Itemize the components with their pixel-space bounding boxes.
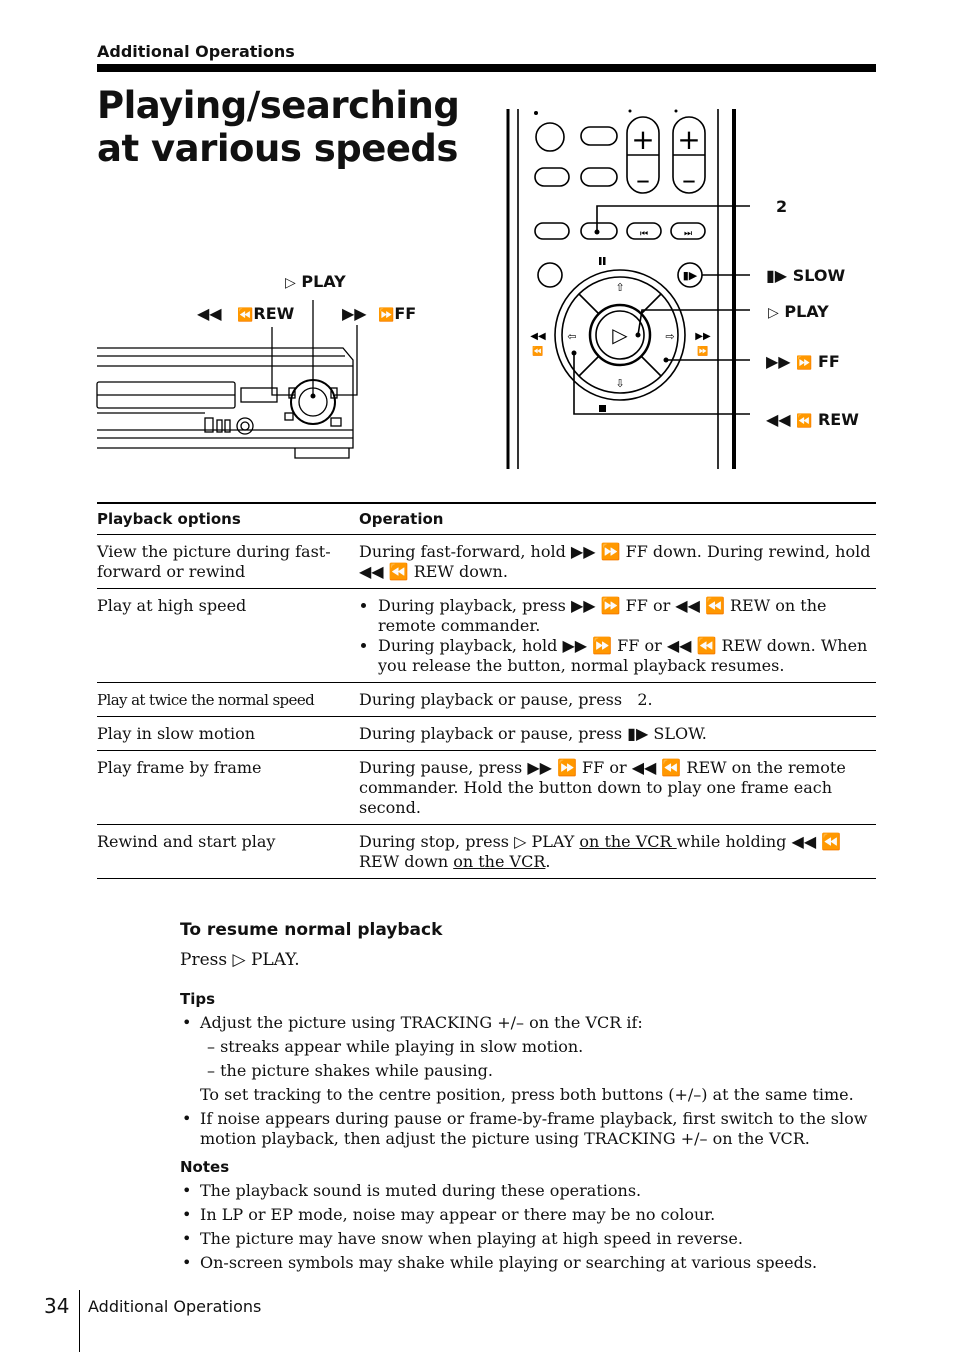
tips-heading: Tips [180,990,216,1008]
list-item: • During playback, hold ▶▶ ⏩ FF or ◀◀ ⏪ REW down. When you release the button, normal playback resumes. [378,636,876,676]
remote-ff-label [766,352,840,371]
slow-icon: ▮▶ [766,266,788,285]
table-row [97,751,876,825]
vcr-illustration [95,270,365,470]
notes-list [180,1181,880,1277]
table-row [97,535,876,589]
tip-subitem: – streaks appear while playing in slow motion. [207,1037,584,1056]
op-text: During stop, press ▷ PLAY [359,832,580,851]
table-row [97,717,876,751]
list-item: • The playback sound is muted during these operations. [180,1181,880,1201]
remote-slow-label [766,266,845,285]
fast-forward-icon: ▶▶ [342,304,367,323]
operation-cell: During fast-forward, hold ▶▶ ⏩ FF down. During rewind, hold ◀◀ ⏪ REW down. [359,535,876,589]
svg-text:⇦: ⇦ [567,330,577,343]
table-header-row [97,503,876,535]
vcr-ff-text: FF [394,304,417,323]
operation-cell [359,589,876,683]
list-item: • In LP or EP mode, noise may appear or there may be no colour. [180,1205,880,1225]
tip-text: • Adjust the picture using TRACKING +/– on the VCR if: [200,1013,643,1032]
notes-heading: Notes [180,1158,230,1176]
operation-cell: During playback or pause, press 2. [359,683,876,717]
title-line-1: Playing/searching [97,84,460,127]
ff-mark-icon: ⏩ [796,356,813,371]
remote-rew-text: REW [817,410,859,429]
vcr-rew-text: REW [253,304,295,323]
svg-text:⏭: ⏭ [683,229,693,239]
option-cell: Rewind and start play [97,825,359,879]
vcr-rew-label [197,304,294,323]
column-header-options: Playback options [97,503,359,535]
tip-text: To set tracking to the centre position, press both buttons (+/–) at the same time. [200,1085,854,1104]
play-icon: ▷ [768,305,779,321]
rew-mark-icon: ⏪ [237,308,254,323]
page-number: 34 [44,1294,70,1318]
column-header-operation: Operation [359,503,876,535]
footer-label: Additional Operations [88,1297,262,1316]
svg-text:⏪: ⏪ [532,347,544,357]
ff-mark-icon: ⏩ [378,308,395,323]
op-text: while holding ◀◀ ⏪ REW down [359,832,842,871]
playback-options-table [97,502,876,879]
remote-play-label [768,302,829,321]
svg-text:▷: ▷ [612,323,628,347]
svg-text:▶▶: ▶▶ [695,331,711,342]
footer-rule [79,1290,80,1352]
resume-text: Press ▷ PLAY. [180,950,300,970]
svg-text:⇨: ⇨ [665,330,675,343]
table-row [97,825,876,879]
list-item: • The picture may have snow when playing at high speed in reverse. [180,1229,880,1249]
tracking-minus-mark: – [636,163,650,196]
vcr-ff-label [342,304,416,323]
title-line-2: at various speeds [97,127,458,170]
vcr-play-label [285,272,346,291]
tip-subitem: – the picture shakes while pausing. [207,1061,493,1080]
list-item: • On-screen symbols may shake while playing or searching at various speeds. [180,1253,880,1273]
table-row [97,589,876,683]
remote-rew-label [766,410,859,429]
svg-text:⇩: ⇩ [615,377,625,390]
play-icon: ▷ [285,275,296,291]
resume-heading: To resume normal playback [180,920,443,940]
remote-play-text: PLAY [784,302,829,321]
list-item: • If noise appears during pause or frame-by-frame playback, first switch to the slow motion playback, then adjust the picture using TRACKING +/– on the VCR. [180,1109,880,1149]
header-rule [97,64,876,72]
channel-plus-mark: + [677,123,701,156]
list-item [180,1013,880,1105]
tips-list [180,1013,880,1149]
option-cell: Play at high speed [97,589,359,683]
remote-2-label: 2 [776,197,788,216]
op-text: . [545,852,551,871]
svg-text:⏩: ⏩ [697,347,709,357]
option-cell: Play frame by frame [97,751,359,825]
table-row [97,683,876,717]
section-header: Additional Operations [97,42,295,61]
svg-text:⏮: ⏮ [639,229,649,239]
rew-mark-icon: ⏪ [796,414,813,429]
tracking-plus-mark: + [631,123,655,156]
list-item: • During playback, press ▶▶ ⏩ FF or ◀◀ ⏪ REW on the remote commander. [378,596,876,636]
svg-text:◀◀: ◀◀ [530,331,546,342]
op-underline: on the VCR [453,852,546,871]
vcr-play-text: PLAY [301,272,346,291]
option-cell: View the picture during fast-forward or rewind [97,535,359,589]
remote-illustration [500,105,750,473]
op-underline: on the VCR [579,832,677,851]
rewind-icon: ◀◀ [197,304,222,323]
option-cell: Play in slow motion [97,717,359,751]
fast-forward-icon: ▶▶ [766,352,791,371]
svg-text:▮▶: ▮▶ [682,269,698,282]
remote-ff-text: FF [817,352,840,371]
option-cell: Play at twice the normal speed [97,683,359,717]
remote-slow-text: SLOW [792,266,846,285]
operation-cell [359,825,876,879]
rewind-icon: ◀◀ [766,410,791,429]
svg-text:⇧: ⇧ [615,281,625,294]
page-title [97,84,477,170]
operation-cell: During playback or pause, press ▮▶ SLOW. [359,717,876,751]
channel-minus-mark: – [682,163,696,196]
operation-cell: During pause, press ▶▶ ⏩ FF or ◀◀ ⏪ REW on the remote commander. Hold the button down to play one frame each second. [359,751,876,825]
